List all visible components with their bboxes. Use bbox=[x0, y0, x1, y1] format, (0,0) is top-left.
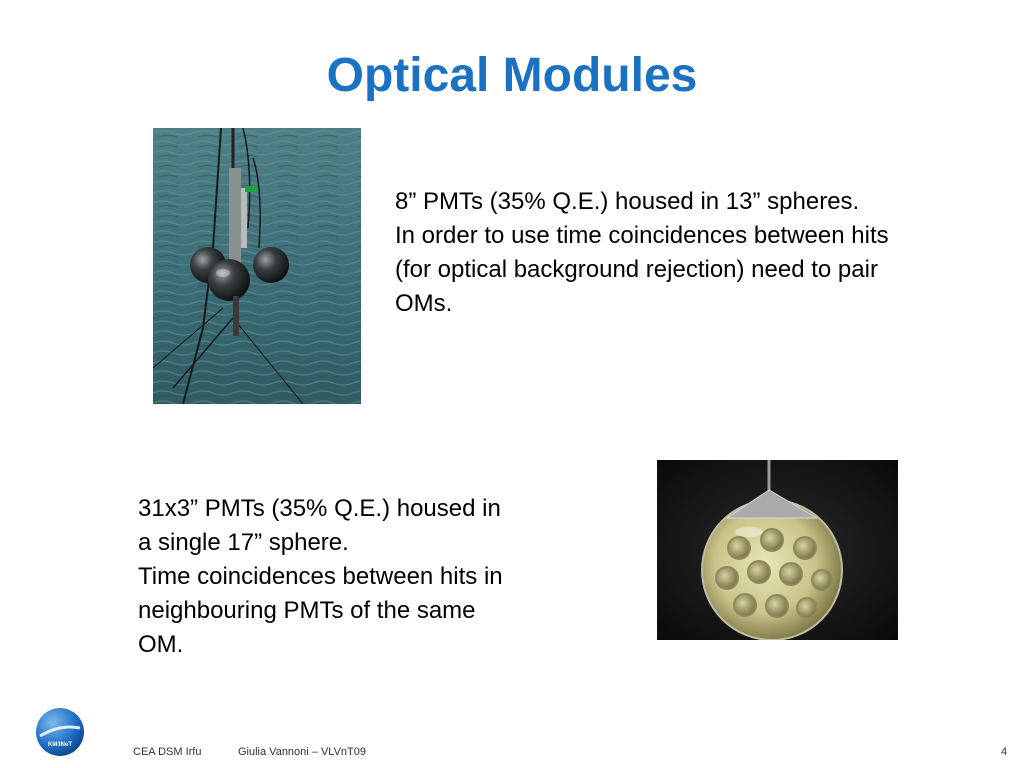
pmt-description-paragraph-2 bbox=[138, 492, 503, 662]
sea-optical-module-photo bbox=[153, 128, 361, 404]
slide-title: Optical Modules bbox=[326, 49, 698, 102]
text-line: In order to use time coincidences between hits bbox=[395, 222, 889, 249]
text-line: a single 17” sphere. bbox=[138, 529, 349, 556]
logo-text: KM3NeT bbox=[47, 742, 73, 748]
text-line: 8” PMTs (35% Q.E.) housed in 13” spheres. bbox=[395, 188, 860, 215]
text-line: neighbouring PMTs of the same bbox=[138, 597, 476, 624]
text-line: OMs. bbox=[395, 290, 453, 317]
footer-author: Giulia Vannoni – VLVnT09 bbox=[238, 746, 367, 758]
pmt-description-paragraph-1 bbox=[395, 185, 889, 321]
page-number: 4 bbox=[1001, 746, 1008, 758]
footer-organization: CEA DSM Irfu bbox=[133, 746, 202, 758]
text-line: OM. bbox=[138, 631, 184, 658]
multi-pmt-sphere-photo bbox=[657, 460, 898, 640]
text-line: Time coincidences between hits in bbox=[138, 563, 503, 590]
text-line: (for optical background rejection) need to pair bbox=[395, 256, 878, 283]
text-line: 31x3” PMTs (35% Q.E.) housed in bbox=[138, 495, 501, 522]
km3net-logo bbox=[34, 706, 86, 758]
